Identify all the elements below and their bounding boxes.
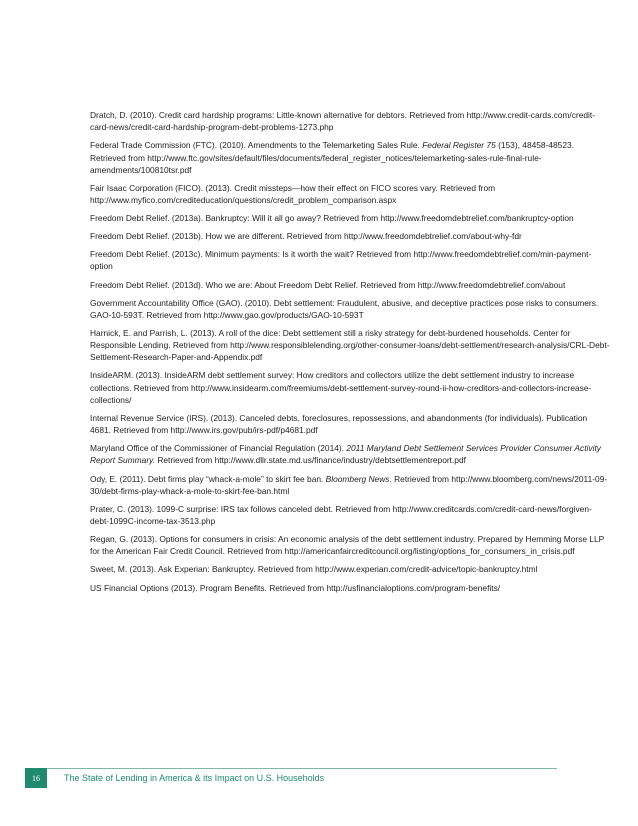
reference-entry: Internal Revenue Service (IRS). (2013). Canceled debts, foreclosures, repossessions, and abandonments (for individuals). Publication 4681. Retrieved from http://www.irs.gov/pub/irs-pdf/p4681.pdf (90, 412, 588, 436)
reference-entry: Freedom Debt Relief. (2013b). How we are different. Retrieved from http://www.freedomdebtrelief.com/about-why-fdr (90, 231, 522, 242)
footer-title: The State of Lending in America & its Impact on U.S. Households (64, 773, 325, 783)
reference-entry: Prater, C. (2013). 1099-C surprise: IRS tax follows canceled debt. Retrieved from http://www.creditcards.com/credit-card-news/forgiven-debt-1099C-income-tax-3513.php (90, 503, 592, 527)
reference-entry: Fair Isaac Corporation (FICO). (2013). Credit missteps—how their effect on FICO scores vary. Retrieved from http://www.myfico.com/crediteducation/questions/credit_problem_comparison.aspx (90, 182, 496, 205)
reference-list (90, 109, 610, 600)
reference-entry: Ody, E. (2011). Debt firms play “whack-a-mole” to skirt fee ban. Bloomberg News. Retrieved from http://www.bloomberg.com/news/2011-09-30/debt-firms-play-whack-a-mole-to-skirt-fee-ban.html (90, 473, 608, 496)
reference-entry: Freedom Debt Relief. (2013a). Bankruptcy: Will it all go away? Retrieved from http://www.freedomdebtrelief.com/bankruptcy-option (90, 213, 574, 224)
reference-entry: Federal Trade Commission (FTC). (2010). Amendments to the Telemarketing Sales Rule. Federal Register 75 (153), 48458-48523. Retrieved from http://www.ftc.gov/sites/default/files/documents/federal_register_notices/telemarketing-sales-rule-final-rule-amendments/100810tsr.pdf (90, 140, 574, 175)
reference-entry: InsideARM. (2013). InsideARM debt settlement survey: How creditors and collectors utilize the debt settlement industry to increase collections. Retrieved from http://www.insidearm.com/freemiums/debt-settlement-survey-round-ii-how-creditors-and-collectors-increase-collections/ (90, 370, 592, 405)
reference-entry: Regan, G. (2013). Options for consumers in crisis: An economic analysis of the debt settlement industry. Prepared by Hemming Morse LLP for the American Fair Credit Council. Retrieved from http://americanfaircreditcouncil.org/listing/options_for_consumers_in_crisis.pdf (90, 534, 605, 557)
page-number: 16 (25, 768, 47, 788)
reference-entry: Dratch, D. (2010). Credit card hardship programs: Little-known alternative for debtors. Retrieved from http://www.credit-cards.com/credit-card-news/credit-card-hardship-program-debt-problems-1273.php (90, 110, 596, 133)
footer-divider (25, 768, 557, 769)
reference-entry: Harnick, E. and Parrish, L. (2013). A roll of the dice: Debt settlement still a risky strategy for debt-burdened households. Center for Responsible Lending. Retrieved from http://www.responsiblelending.org/other-consumer-loans/debt-settlement/research-analysis/CRL-Debt-Settlement-Research-Paper-and-Appendix.pdf (90, 327, 610, 363)
reference-entry: US Financial Options (2013). Program Benefits. Retrieved from http://usfinancialoptions.com/program-benefits/ (90, 582, 501, 593)
reference-entry: Government Accountability Office (GAO). (2010). Debt settlement: Fraudulent, abusive, and deceptive practices pose risks to consumers. GAO-10-593T. Retrieved from http://www.gao.gov/products/GAO-10-593T (90, 297, 599, 320)
reference-entry: Freedom Debt Relief. (2013c). Minimum payments: Is it worth the wait? Retrieved from http://www.freedomdebtrelief.com/min-payment-option (90, 249, 592, 272)
reference-entry: Freedom Debt Relief. (2013d). Who we are: About Freedom Debt Relief. Retrieved from http://www.freedomdebtrelief.com/about (90, 279, 566, 290)
reference-entry: Sweet, M. (2013). Ask Experian: Bankruptcy. Retrieved from http://www.experian.com/credit-advice/topic-bankruptcy.html (90, 564, 538, 575)
reference-entry: Maryland Office of the Commissioner of Financial Regulation (2014). 2011 Maryland Debt Settlement Services Provider Consumer Activity Report Summary. Retrieved from http://www.dllr.state.md.us/finance/industry/debtsettlementreport.pdf (90, 443, 601, 466)
